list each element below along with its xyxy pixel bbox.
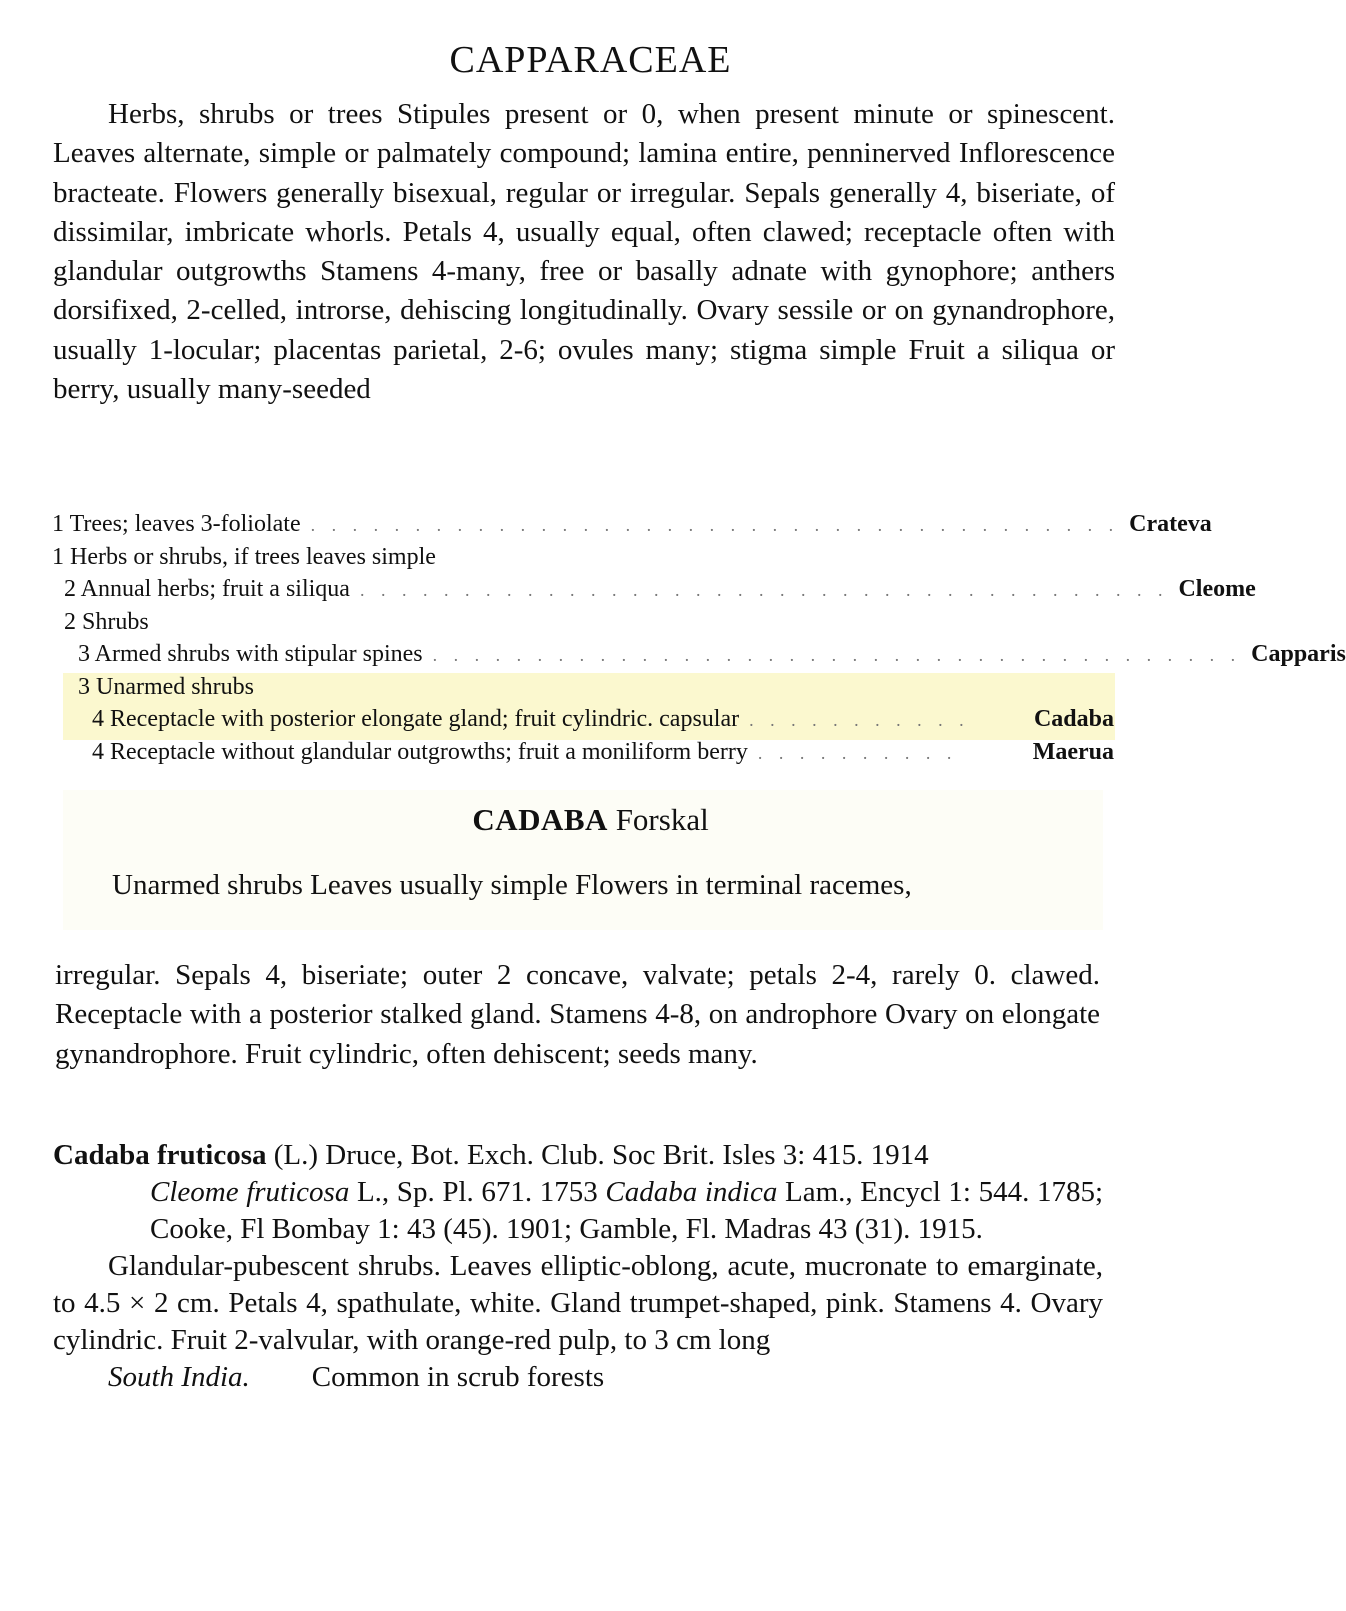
key-leader-dots: . . . . . . . . . . . bbox=[749, 710, 970, 730]
genus-name: CADABA bbox=[472, 802, 608, 837]
synonym-1-ref: L., Sp. Pl. 671. 1753 bbox=[356, 1176, 598, 1208]
key-row bbox=[52, 606, 1124, 639]
species-description: Glandular-pubescent shrubs. Leaves elliptic-oblong, acute, mucronate to emarginate, to 4.5 × 2 cm. Petals 4, spathulate, white. Gland trumpet-shaped, pink. Stamens 4. Ovary cylindric. Fruit 2-valvular, with orange-red pulp, to 3 cm long bbox=[53, 1250, 1103, 1356]
key-taxon: Cleome bbox=[1178, 576, 1256, 602]
species-habitat: Common in scrub forests bbox=[311, 1361, 605, 1393]
genus-author: Forskal bbox=[615, 802, 709, 837]
key-leader-dots: . . . . . . . . . . bbox=[757, 742, 958, 763]
genus-description-text-1: Unarmed shrubs Leaves usually simple Flowers in terminal racemes, bbox=[112, 869, 912, 901]
species-heading bbox=[53, 1139, 929, 1171]
species-region: South India. bbox=[108, 1361, 250, 1393]
key-lead-text: 3 Armed shrubs with stipular spines bbox=[78, 641, 423, 667]
key-lead-text: 3 Unarmed shrubs bbox=[78, 673, 254, 700]
synonymy bbox=[53, 1174, 1103, 1248]
key-row bbox=[52, 638, 1346, 671]
species-name: Cadaba fruticosa bbox=[53, 1139, 267, 1171]
species-distribution bbox=[53, 1359, 1103, 1396]
species-citation: (L.) Druce, Bot. Exch. Club. Soc Brit. Isles 3: 415. 1914 bbox=[273, 1139, 929, 1171]
family-description bbox=[53, 95, 1115, 409]
key-leader-dots: . . . . . . . . . . . . . . . . . . . . . . . . . . . . . . . . . . . . . . . bbox=[432, 645, 1242, 665]
key-row bbox=[52, 703, 1124, 736]
key-lead-text: 4 Receptacle without glandular outgrowths; fruit a moniliform berry bbox=[92, 738, 748, 765]
key-taxon: Cadaba bbox=[1033, 706, 1114, 732]
synonym-1-name: Cleome fruticosa bbox=[150, 1176, 350, 1208]
key-taxon: Maerua bbox=[1032, 738, 1114, 765]
genus-title bbox=[0, 802, 1181, 838]
genus-description-part-2: irregular. Sepals 4, biseriate; outer 2 concave, valvate; petals 2-4, rarely 0. clawed. Receptacle with a posterior stalked gland. Stamens 4-8, on androphore Ovary on elongate gynandrophore. Fruit cylindric, often dehiscent; seeds many. bbox=[55, 959, 1100, 1070]
key-lead-text: 1 Herbs or shrubs, if trees leaves simple bbox=[52, 543, 436, 570]
family-title: CAPPARACEAE bbox=[449, 39, 732, 81]
family-description-text: Herbs, shrubs or trees Stipules present or 0, when present minute or spinescent. Leaves alternate, simple or palmately compound; lamina entire, penninerved Inflorescence bracteate. Flowers generally bisexual, regular or irregular. Sepals generally 4, biseriate, of dissimilar, imbricate whorls. Petals 4, usually equal, often clawed; receptacle often with glandular outgrowths Stamens 4-many, free or basally adnate with gynophore; anthers dorsifixed, 2-celled, introrse, dehiscing longitudinally. Ovary sessile or on gynandrophore, usually 1-locular; placentas parietal, 2-6; ovules many; stigma simple Fruit a siliqua or berry, usually many-seeded bbox=[53, 98, 1115, 406]
key-row bbox=[52, 508, 1212, 541]
key-taxon: Capparis bbox=[1251, 641, 1346, 667]
identification-key bbox=[52, 508, 1346, 768]
species-entry bbox=[53, 1137, 1103, 1396]
key-row bbox=[52, 573, 1256, 606]
key-row bbox=[52, 541, 1124, 574]
synonym-2-ref: Lam., Encycl 1: 544. 1785; Cooke, Fl Bombay 1: 43 (45). 1901; Gamble, Fl. Madras 43 (31). 1915. bbox=[150, 1176, 1104, 1245]
key-leader-dots: . . . . . . . . . . . . . . . . . . . . . . . . . . . . . . . . . . . . . . . bbox=[359, 580, 1169, 600]
genus-description-part-1 bbox=[55, 866, 1105, 905]
key-taxon: Crateva bbox=[1129, 511, 1212, 537]
synonym-2-name: Cadaba indica bbox=[605, 1176, 778, 1208]
key-leader-dots: . . . . . . . . . . . . . . . . . . . . . . . . . . . . . . . . . . . . . . . bbox=[310, 515, 1120, 535]
key-lead-text: 2 Shrubs bbox=[64, 608, 149, 635]
key-lead-text: 1 Trees; leaves 3-foliolate bbox=[52, 511, 301, 537]
key-row bbox=[52, 736, 1124, 769]
key-row bbox=[52, 671, 1124, 704]
key-lead-text: 2 Annual herbs; fruit a siliqua bbox=[64, 576, 350, 602]
key-lead-text: 4 Receptacle with posterior elongate gland; fruit cylindric. capsular bbox=[92, 706, 740, 732]
